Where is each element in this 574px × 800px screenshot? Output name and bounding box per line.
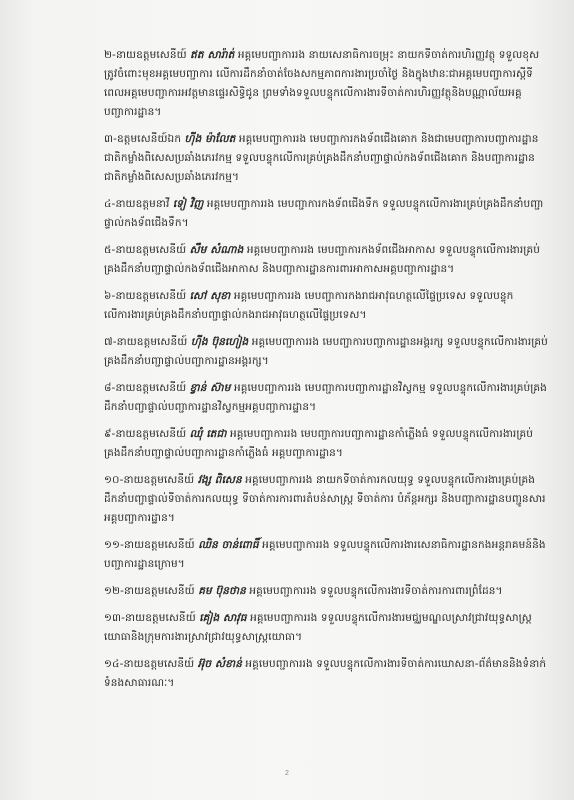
item-person-name: ទៀ វិញ (172, 198, 204, 210)
item-person-name: ហ៊ីង ម៉ាលែត (184, 133, 236, 145)
item-description: អគ្គមេបញ្ជាការរង មេបញ្ជាការបញ្ជាការដ្ឋានអង្គរក្ស ទទួលបន្ទុកលើការងារគ្រប់គ្រងដឹកនាំបញ្ជាផ្ទាល់បញ្ជាការដ្ឋានអង្គរក្ស។ (104, 336, 548, 367)
item-rank: នាយឧត្តមសេនីយ៍ (115, 382, 190, 394)
item-rank: នាយឧត្តមសេនីយ៍ (123, 585, 199, 597)
item-person-name: សឹម សំណាង (189, 244, 244, 256)
item-rank: នាយឧត្តមនាវី (115, 198, 173, 210)
item-person-name: គៀង សាវុធ (199, 612, 247, 624)
item-description: អគ្គមេបញ្ជាការរង មេបញ្ជាការកងរាជអាវុធហត្ថលើផ្ទៃប្រទេស ទទួលបន្ទុកលើការងារគ្រប់គ្រងដឹកនាំបញ្ជាផ្ទាល់កងរាជអាវុធហត្ថលើផ្ទៃប្រទេស។ (104, 290, 514, 321)
item-number: ២- (104, 49, 116, 61)
list-item (104, 46, 549, 122)
item-rank: នាយឧត្តមសេនីយ៍ (115, 244, 190, 256)
page-number: 2 (285, 770, 289, 777)
item-description: អគ្គមេបញ្ជាការរង ទទួលបន្ទុកលើការងារទីចាត់ការឃោសនា-ព័ត៌មាននិងទំនាក់ទំនងសាធារណៈ។ (104, 658, 547, 689)
list-item (104, 287, 549, 325)
item-person-name: ខ្វាន់ ស៊ាម (189, 382, 231, 394)
list-item (104, 471, 549, 528)
item-number: ៤- (104, 198, 116, 210)
list-item (104, 333, 549, 371)
item-rank: នាយឧត្តមសេនីយ៍ (123, 539, 199, 551)
item-number: ៣- (104, 133, 117, 145)
item-person-name: ឥត សារ៉ាត់ (190, 49, 235, 61)
item-person-name: គម ប៊ុនថាន (198, 585, 246, 597)
assignment-list (104, 46, 549, 701)
item-number: ១១- (104, 539, 124, 551)
item-rank: នាយឧត្តមសេនីយ៍ (125, 612, 200, 624)
item-rank: ឧត្តមសេនីយ៍ឯក (116, 133, 185, 145)
item-person-name: ឈុំ តេជា (189, 428, 227, 440)
item-description: អគ្គមេបញ្ជាការរង នាយសេនាធិការចម្រុះ នាយកទីចាត់ការហិរញ្ញវត្ថុ ទទួលខុសត្រូវចំពោះមុខអគ្គមេបញ្ជាការ លើការដឹកនាំចាត់ចែងសកម្មភាពការងារប្រចាំថ្ងៃ និងក្នុងឋានៈជាអគ្គមេបញ្ជាការស្តីទី ពេលអគ្គមេបញ្ជាការអវត្តមានផ្ទេរសិទ្ធិជូន ព្រមទាំងទទួលបន្ទុកលើការងារទីចាត់ការហិរញ្ញវត្ថុនិងបណ្ណាល័យអគ្គបញ្ជាការដ្ឋាន។ (104, 49, 540, 118)
item-person-name: សៅ សុខា (189, 290, 231, 302)
item-description: អគ្គមេបញ្ជាការរង មេបញ្ជាការកងទ័ពជើងទឹក ទទួលបន្ទុកលើការងារគ្រប់គ្រងដឹកនាំបញ្ជាផ្ទាល់កងទ័ពជើងទឹក។ (104, 198, 544, 229)
list-item (104, 655, 549, 693)
item-person-name: ហ៊ីង ប៊ុនហៀង (190, 336, 249, 348)
item-rank: នាយឧត្តមសេនីយ៍ (123, 658, 198, 670)
item-description: អគ្គមេបញ្ជាការរង នាយកទីចាត់ការកលយុទ្ធ ទទួលបន្ទុកលើការងារគ្រប់គ្រងដឹកនាំបញ្ជាផ្ទាល់ទីចាត់ការកលយុទ្ធ ទីចាត់ការការពារតំបន់សាស្ត្រ ទីចាត់ការ បំភ័ន្តអក្សរ និងបញ្ជាការដ្ឋានបញ្ជូនសារ អគ្គបញ្ជាការដ្ឋាន។ (104, 474, 546, 524)
item-description: អគ្គមេបញ្ជាការរង មេបញ្ជាការកងទ័ពជើងអាកាស ទទួលបន្ទុកលើការងារគ្រប់គ្រងដឹកនាំបញ្ជាផ្ទាល់កងទ័ពជើងអាកាស និងបញ្ជាការដ្ឋានការពារអាកាសអគ្គបញ្ជាការដ្ឋាន។ (104, 244, 540, 275)
item-description: អគ្គមេបញ្ជាការរង ទទួលបន្ទុកលើការងារទីចាត់ការការពារព្រំដែន។ (245, 585, 503, 597)
item-number: ៧- (104, 336, 117, 348)
item-number: ៦- (104, 290, 116, 302)
item-person-name: ឈិន ចាន់ពោធិ៍ (198, 539, 259, 551)
list-item (104, 425, 549, 463)
list-item (104, 379, 549, 417)
item-rank: នាយឧត្តមសេនីយ៍ (116, 336, 191, 348)
item-rank: នាយឧត្តមសេនីយ៍ (115, 290, 190, 302)
list-item (104, 609, 549, 647)
item-number: ១៣- (104, 612, 126, 624)
item-number: ១៤- (104, 658, 124, 670)
item-rank: នាយឧត្តមសេនីយ៍ (115, 428, 190, 440)
item-number: ៥- (104, 244, 116, 256)
item-description: អគ្គមេបញ្ជាការរង មេបញ្ជាការបញ្ជាការដ្ឋានវិស្វកម្ម ទទួលបន្ទុកលើការងារគ្រប់គ្រងដឹកនាំបញ្ជាផ្ទាល់បញ្ជាការដ្ឋានវិស្វកម្មអគ្គបញ្ជាការដ្ឋាន។ (104, 382, 547, 413)
item-person-name: អ៊ុច សំខាន់ (197, 658, 242, 670)
item-number: ៨- (104, 382, 116, 394)
item-description: អគ្គមេបញ្ជាការរង ទទួលបន្ទុកលើការងារមជ្ឈមណ្ឌលស្រាវជ្រាវយុទ្ធសាស្ត្រយោធានិងក្រុមការងារស្រាវជ្រាវយុទ្ធសាស្ត្រយោធា។ (104, 612, 532, 643)
item-description: អគ្គមេបញ្ជាការរង មេបញ្ជាការកងទ័ពជើងគោក និងជាមេបញ្ជាការបញ្ជាការដ្ឋានជាតិកម្លាំងពិសេសប្រឆាំងភេរវកម្ម ទទួលបន្ទុកលើការគ្រប់គ្រងដឹកនាំបញ្ជាផ្ទាល់កងទ័ពជើងគោក និងបញ្ជាការដ្ឋានជាតិកម្លាំងពិសេសប្រឆាំងភេរវកម្ម។ (104, 133, 539, 183)
item-number: ១០- (104, 474, 124, 486)
item-description: អគ្គមេបញ្ជាការរង ទទួលបន្ទុកលើការងារសេនាធិការដ្ឋានកងអន្តរាគមន៍និងបញ្ជាការដ្ឋានក្រោម។ (104, 539, 546, 570)
item-description: អគ្គមេបញ្ជាការរង មេបញ្ជាការបញ្ជាការដ្ឋានកាំភ្លើងធំ ទទួលបន្ទុកលើការងារគ្រប់គ្រងដឹកនាំបញ្ជាផ្ទាល់បញ្ជាការដ្ឋានកាំភ្លើងធំ អគ្គបញ្ជាការដ្ឋាន។ (104, 428, 534, 459)
item-person-name: វង្ស ពិសេន (197, 474, 242, 486)
list-item (104, 195, 549, 233)
list-item (104, 536, 549, 574)
list-item (104, 582, 549, 601)
item-rank: នាយឧត្តមសេនីយ៍ (115, 49, 191, 61)
list-item (104, 130, 549, 187)
item-number: ១២- (104, 585, 124, 597)
list-item (104, 241, 549, 279)
item-rank: នាយឧត្តមសេនីយ៍ (123, 474, 198, 486)
item-number: ៩- (104, 428, 116, 440)
